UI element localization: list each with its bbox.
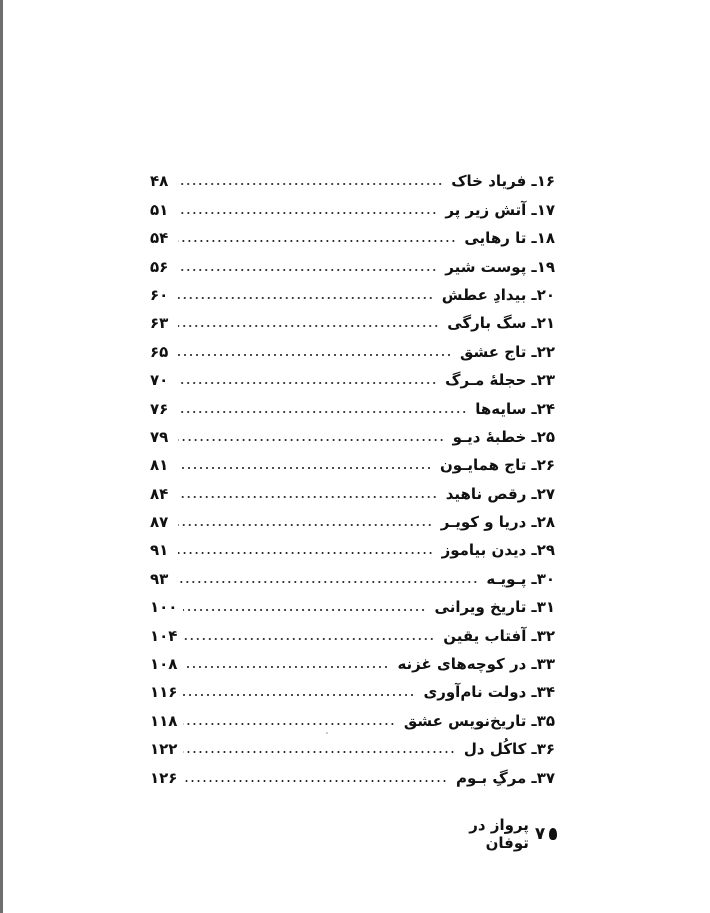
- toc-entry-page: ۱۱۶: [150, 683, 178, 702]
- toc-dot-leader: [183, 694, 415, 696]
- toc-entry-title: ۲۹ـ دیدن بیاموز: [441, 541, 555, 560]
- toc-dot-leader: [178, 581, 478, 583]
- toc-entry-title: ۳۴ـ دولت نام‌آوری: [423, 683, 555, 702]
- toc-entry: [150, 447, 555, 475]
- toc-dot-leader: [178, 552, 434, 554]
- table-of-contents: [150, 163, 555, 788]
- toc-entry-title: ۳۶ـ کاکُل دل: [463, 740, 555, 759]
- toc-entry-title: ۱۸ـ تا رهایی: [464, 229, 555, 248]
- toc-dot-leader: [178, 269, 437, 271]
- toc-entry: [150, 674, 555, 702]
- toc-entry: [150, 362, 555, 390]
- page-spine-edge: [0, 0, 3, 913]
- toc-entry-title: ۲۶ـ تاج همایـون: [439, 456, 555, 475]
- toc-entry-title: ۳۰ـ پـویـه: [486, 569, 555, 588]
- toc-entry: [150, 277, 555, 305]
- toc-entry: [150, 731, 555, 759]
- toc-entry-title: ۲۸ـ دریا و کویـر: [440, 513, 555, 532]
- toc-entry-title: ۳۳ـ در کوچه‌های غزنه: [397, 655, 555, 674]
- toc-entry-page: ۸۴: [150, 484, 169, 503]
- toc-entry: [150, 589, 555, 617]
- toc-entry-title: ۳۱ـ تاریخ ویرانی: [434, 598, 555, 617]
- toc-dot-leader: [178, 240, 456, 242]
- toc-entry-page: ۸۱: [150, 456, 169, 475]
- toc-dot-leader: [183, 751, 455, 753]
- toc-dot-leader: [178, 212, 437, 214]
- toc-entry: [150, 163, 555, 191]
- toc-entry-page: ۱۲۲: [150, 740, 178, 759]
- toc-entry: [150, 504, 555, 532]
- page-footer: [425, 816, 557, 852]
- toc-entry: [150, 532, 555, 560]
- toc-entry: [150, 617, 555, 645]
- toc-entry-page: ۵۶: [150, 257, 169, 276]
- toc-entry: [150, 191, 555, 219]
- toc-entry-page: ۷۹: [150, 427, 169, 446]
- toc-entry-title: ۲۷ـ رقص ناهید: [445, 484, 555, 503]
- toc-dot-leader: [183, 609, 426, 611]
- toc-entry-page: ۴۸: [150, 172, 169, 191]
- toc-dot-leader: [178, 467, 432, 469]
- footer-page-number: ۷: [534, 824, 546, 844]
- toc-entry-page: ۹۳: [150, 569, 169, 588]
- toc-entry-title: ۲۱ـ سگ بارگی: [447, 314, 555, 333]
- toc-entry-title: ۲۴ـ سایه‌ها: [475, 399, 555, 418]
- toc-entry-title: ۳۷ـ مرگِ بـوم: [455, 768, 555, 787]
- toc-entry-page: ۵۴: [150, 229, 169, 248]
- toc-entry-title: ۱۶ـ فریاد خاک: [451, 172, 555, 191]
- toc-dot-leader: [183, 723, 395, 725]
- paper-speck: [326, 732, 328, 734]
- toc-dot-leader: [178, 524, 433, 526]
- toc-entry: [150, 333, 555, 361]
- toc-entry-title: ۲۲ـ تاج عشق: [460, 342, 555, 361]
- toc-entry-page: ۱۱۸: [150, 711, 178, 730]
- toc-entry: [150, 702, 555, 730]
- toc-entry-title: ۲۵ـ خطبهٔ دیـو: [452, 427, 555, 446]
- toc-dot-leader: [178, 354, 452, 356]
- toc-dot-leader: [178, 297, 434, 299]
- toc-dot-leader: [183, 780, 448, 782]
- toc-entry-title: ۲۰ـ بیدادِ عطش: [441, 285, 555, 304]
- toc-entry-page: ۱۰۰: [150, 598, 178, 617]
- toc-entry-page: ۶۵: [150, 342, 169, 361]
- toc-entry-title: ۳۵ـ تاریخ‌نویس عشق: [403, 711, 555, 730]
- toc-dot-leader: [178, 325, 439, 327]
- footer-book-title: پرواز در توفان: [469, 816, 529, 852]
- toc-dot-leader: [183, 666, 389, 668]
- toc-entry-title: ۲۳ـ حجلهٔ مـرگ: [445, 371, 555, 390]
- toc-entry: [150, 419, 555, 447]
- toc-entry-page: ۶۳: [150, 314, 169, 333]
- toc-entry: [150, 220, 555, 248]
- toc-entry-title: ۳۲ـ آفتاب یقین: [443, 626, 555, 645]
- toc-entry-page: ۹۱: [150, 541, 169, 560]
- ornament-icon: [549, 828, 557, 840]
- toc-dot-leader: [183, 638, 435, 640]
- toc-entry: [150, 475, 555, 503]
- toc-entry: [150, 759, 555, 787]
- toc-entry: [150, 646, 555, 674]
- toc-dot-leader: [178, 183, 443, 185]
- toc-entry-page: ۱۰۸: [150, 655, 178, 674]
- toc-dot-leader: [178, 439, 445, 441]
- toc-entry: [150, 390, 555, 418]
- toc-entry: [150, 305, 555, 333]
- toc-dot-leader: [178, 382, 437, 384]
- toc-entry-title: ۱۹ـ پوست شیر: [445, 257, 555, 276]
- toc-entry-title: ۱۷ـ آتش زیر پر: [445, 200, 555, 219]
- toc-dot-leader: [178, 496, 438, 498]
- toc-entry-page: ۵۱: [150, 200, 169, 219]
- toc-entry: [150, 248, 555, 276]
- toc-entry: [150, 560, 555, 588]
- toc-entry-page: ۱۰۴: [150, 626, 178, 645]
- toc-entry-page: ۷۰: [150, 371, 169, 390]
- toc-entry-page: ۷۶: [150, 399, 169, 418]
- toc-entry-page: ۶۰: [150, 285, 169, 304]
- toc-entry-page: ۸۷: [150, 513, 169, 532]
- toc-dot-leader: [178, 411, 467, 413]
- toc-entry-page: ۱۲۶: [150, 768, 178, 787]
